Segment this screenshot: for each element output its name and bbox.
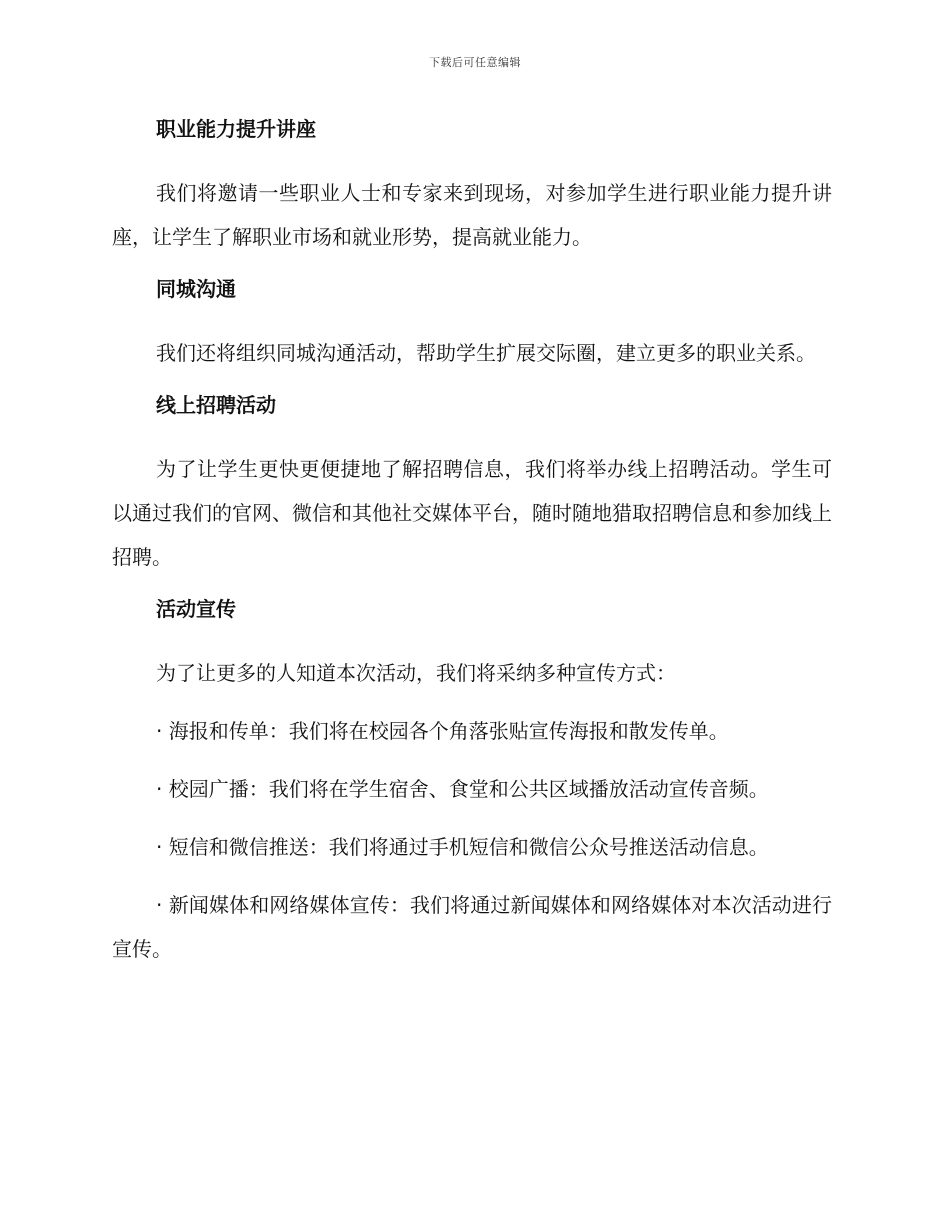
section-heading-local-networking: 同城沟通 bbox=[156, 277, 236, 301]
section-heading-career-lecture: 职业能力提升讲座 bbox=[156, 117, 316, 141]
section-body-online-recruitment: 为了让学生更快更便捷地了解招聘信息，我们将举办线上招聘活动。学生可以通过我们的官网、微信和其他社交媒体平台，随时随地猎取招聘信息和参加线上招聘。 bbox=[112, 457, 832, 569]
section-body-local-networking: 我们还将组织同城沟通活动，帮助学生扩展交际圈，建立更多的职业关系。 bbox=[156, 341, 816, 365]
promotion-bullet-posters: · 海报和传单：我们将在校园各个角落张贴宣传海报和散发传单。 bbox=[156, 719, 729, 743]
section-heading-online-recruitment: 线上招聘活动 bbox=[156, 393, 276, 417]
promotion-bullet-campus-radio: · 校园广播：我们将在学生宿舍、食堂和公共区域播放活动宣传音频。 bbox=[156, 777, 769, 801]
promotion-bullet-media: · 新闻媒体和网络媒体宣传：我们将通过新闻媒体和网络媒体对本次活动进行宣传。 bbox=[112, 893, 832, 961]
section-heading-promotion: 活动宣传 bbox=[156, 597, 236, 621]
section-body-career-lecture: 我们将邀请一些职业人士和专家来到现场，对参加学生进行职业能力提升讲座，让学生了解职业市场和就业形势，提高就业能力。 bbox=[112, 181, 832, 249]
promotion-bullet-sms-wechat: · 短信和微信推送：我们将通过手机短信和微信公众号推送活动信息。 bbox=[156, 835, 769, 859]
page-header: 下载后可任意编辑 bbox=[429, 56, 521, 69]
document-body bbox=[112, 113, 832, 985]
section-intro-promotion: 为了让更多的人知道本次活动，我们将采纳多种宣传方式： bbox=[156, 661, 676, 685]
